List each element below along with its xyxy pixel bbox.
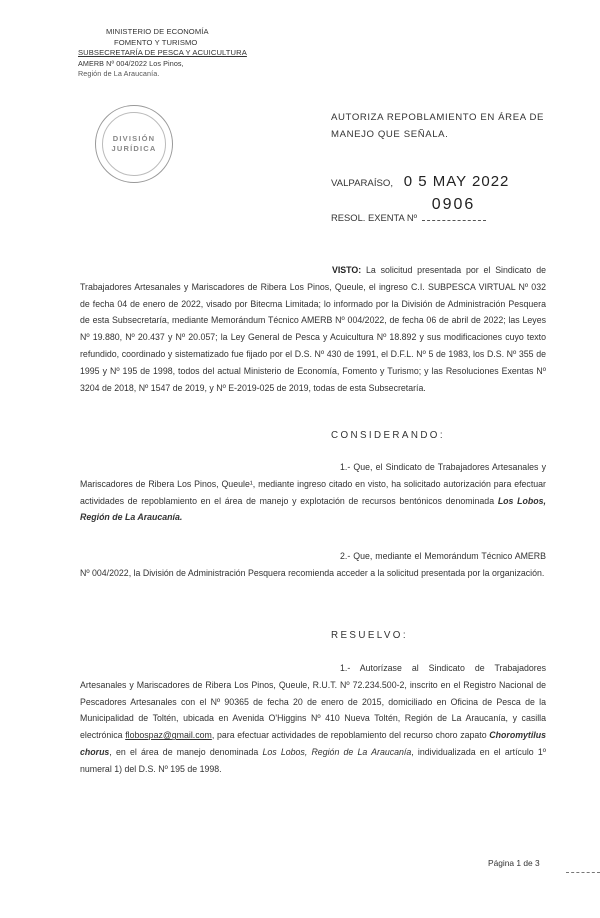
resol-label: RESOL. EXENTA Nº [331,212,418,223]
area-name: Los Lobos, Región de La Araucanía. [80,495,546,523]
resolution-number-line [331,196,486,223]
footer-divider [566,872,600,874]
considerando-2 [80,548,546,582]
division-juridica-stamp [95,105,173,183]
visto-label: VISTO: [332,265,362,275]
email-link[interactable]: flobospaz@gmail.com [125,730,212,741]
ministry-line: Región de La Araucanía. [78,69,160,78]
resuelvo-heading: RESUELVO: [331,630,408,641]
resuelvo-1-text: 1.- Autorízase al Sindicato de Trabajadores Artesanales y Mariscadores de Ribera Los Pinos, Queule, R.U.T. Nº 72.234.500-2, inscrito en el Registro Nacional de Pescadores Artesanales con el Nº 90365 de fecha 20 de enero de 2015, domiciliado en Oficina de Pesca de la Municipalidad de Toltén, ubicada en Avenida O'Higgins Nº 410 Nueva Toltén, Región de La Araucanía, y casilla electrónica [80,663,546,741]
resol-number-field [422,196,486,221]
stamp-text: JURÍDICA [111,144,157,153]
resolution-subject: AUTORIZA REPOBLAMIENTO EN ÁREA DE MANEJO QUE SEÑALA. [331,112,544,140]
page-number: Página 1 de 3 [488,858,540,868]
ministry-line: SUBSECRETARÍA DE PESCA Y ACUICULTURA [78,48,247,57]
ministry-line: MINISTERIO DE ECONOMÍA [106,27,209,36]
visto-paragraph [80,262,546,396]
ministry-line: FOMENTO Y TURISMO [114,37,198,47]
area-name: Los Lobos, Región de La Araucanía [262,746,412,757]
resol-number: 0906 [431,196,476,213]
considerando-heading: CONSIDERANDO: [331,430,445,441]
considerando-1 [80,459,546,526]
stamp-text: DIVISIÓN [112,134,156,143]
species-name: Choromytilus chorus [80,730,546,757]
date-stamp: 0 5 MAY 2022 [403,173,510,190]
ministry-header [78,27,247,80]
resuelvo-1-text: , individualizada en el artículo 1º numeral 1) del D.S. Nº 195 de 1998. [80,746,546,774]
resuelvo-1-text: , para efectuar actividades de repoblamiento del recurso choro zapato [211,730,490,741]
resuelvo-1 [80,660,546,778]
place-label: VALPARAÍSO, [331,178,394,189]
considerando-2-text: 2.- Que, mediante el Memorándum Técnico AMERB Nº 004/2022, la División de Administración Pesquera recomienda acceder a la solicitud presentada por la organización. [80,551,546,578]
resuelvo-1-text: , en el área de manejo denominada [109,746,263,757]
place-date [331,173,509,190]
considerando-1-text: 1.- Que, el Sindicato de Trabajadores Artesanales y Mariscadores de Ribera Los Pinos, Queule¹, mediante ingreso citado en visto, ha solicitado autorización para efectuar actividades de repoblamiento en el área de manejo y explotación de recursos bentónicos denominada [80,462,546,506]
ministry-line: AMERB Nº 004/2022 Los Pinos, [78,58,184,68]
visto-text: La solicitud presentada por el Sindicato de Trabajadores Artesanales y Mariscadores de Ribera Los Pinos, Queule, el ingreso C.I. SUBPESCA VIRTUAL Nº 032 de fecha 04 de enero de 2022, visado por Bitecma Limitada; lo informado por la División de Administración Pesquera de esta Subsecretaría, mediante Memorándum Técnico AMERB Nº 004/2022, de fecha 06 de abril de 2022; las Leyes Nº 19.880, Nº 20.437 y Nº 20.057; la Ley General de Pesca y Acuicultura Nº 18.892 y sus modificaciones cuyo texto refundido, coordinado y sistematizado fue fijado por el D.S. Nº 430 de 1991, el D.F.L. Nº 5 de 1983, los D.S. Nº 355 de 1995 y Nº 195 de 1998, todos del actual Ministerio de Economía, Fomento y Turismo; y las Resoluciones Exentas Nº 3204 de 2018, Nº 1547 de 2019, y Nº E-2019-025 de 2019, todas de esta Subsecretaría. [80,265,546,393]
